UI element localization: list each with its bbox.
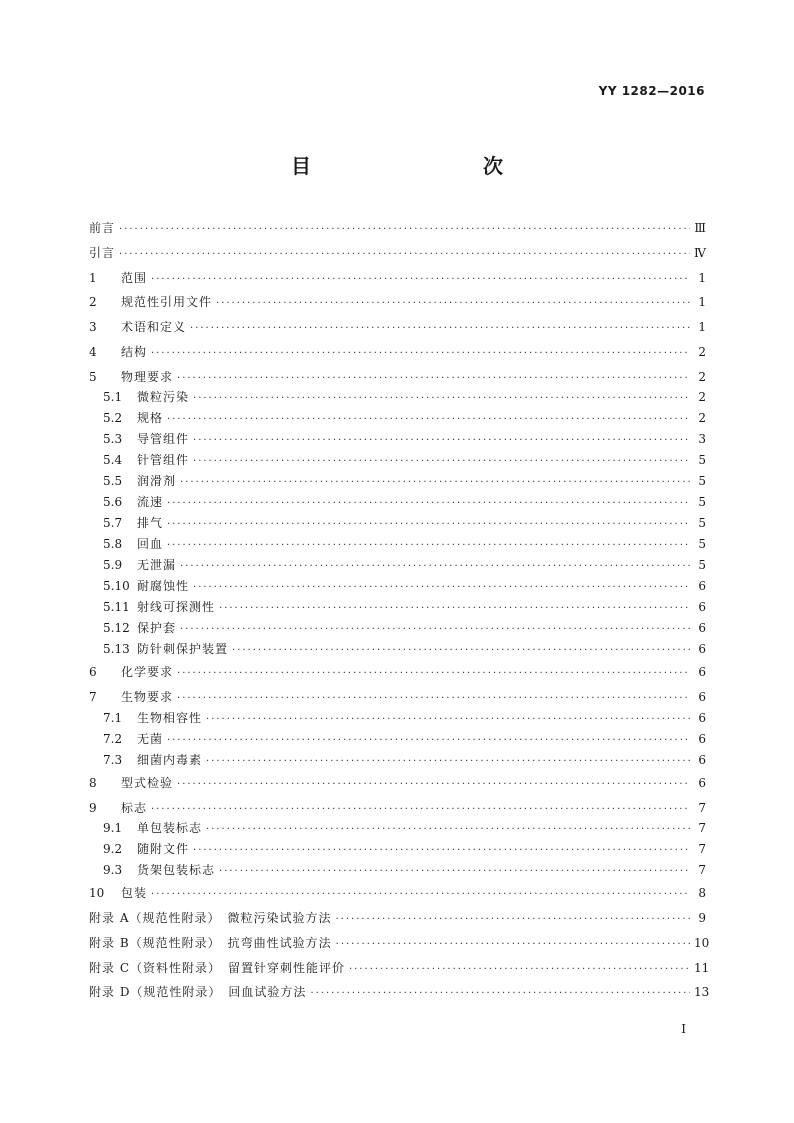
toc-label: 附录 C（资料性附录） 留置针穿刺性能评价 [89,960,345,975]
leader-dots [219,601,690,617]
leader-dots [336,937,690,953]
toc-number: 9.3 [103,863,123,878]
toc-label: 规范性引用文件 [121,295,213,310]
toc-label: 微粒污染 [137,390,190,405]
toc-label: 结构 [121,344,148,359]
leader-dots [167,538,690,554]
toc-label: 防针刺保护装置 [137,642,229,657]
toc-entry-5-4[interactable] [89,452,706,473]
toc-page: 6 [698,642,706,657]
toc-entry-5-13[interactable] [89,641,706,662]
toc-number: 5.8 [103,537,123,552]
toc-entry-3[interactable] [89,317,706,342]
toc-page: 6 [698,665,706,680]
leader-dots [206,712,690,728]
toc-entry-foreword[interactable] [89,218,706,243]
toc-label: 针管组件 [137,453,190,468]
toc-label: 润滑剂 [137,474,177,489]
toc-number: 7.2 [103,731,123,746]
toc-number: 4 [89,344,97,359]
toc-page: 1 [698,270,706,285]
toc-label: 保护套 [137,621,177,636]
leader-dots [167,733,690,749]
toc-entry-5-9[interactable] [89,557,706,578]
toc-page: 1 [698,295,706,310]
toc-page: 6 [698,621,706,636]
toc-label: 随附文件 [137,842,190,857]
toc-page: Ⅳ [694,245,706,260]
toc-label: 前言 [89,221,116,235]
toc-entry-annex-a[interactable] [89,908,706,933]
leader-dots [151,887,690,903]
toc-entry-10[interactable] [89,883,706,908]
toc-entry-5-10[interactable] [89,578,706,599]
toc-entry-9-3[interactable] [89,862,706,883]
leader-dots [177,666,690,682]
leader-dots [190,321,690,337]
toc-entry-7[interactable] [89,687,706,710]
toc-number: 9 [89,800,97,815]
toc-entry-5-1[interactable] [89,389,706,410]
leader-dots [119,247,690,263]
toc-label: 流速 [137,495,164,510]
toc-page: 7 [698,800,706,815]
toc-label: 细菌内毒素 [137,752,203,767]
toc-page: 7 [698,842,706,857]
toc-number: 5.4 [103,453,123,468]
toc-label: 型式检验 [121,775,174,790]
toc-label: 包装 [121,886,148,901]
leader-dots [180,559,690,575]
leader-dots [349,962,690,978]
toc-number: 10 [89,886,105,901]
toc-page: 5 [698,516,706,531]
toc-page: 13 [694,985,710,1000]
toc-label: 标志 [121,800,148,815]
toc-label: 附录 B（规范性附录） 抗弯曲性试验方法 [89,935,332,950]
toc-number: 5.3 [103,432,123,447]
toc-label: 回血 [137,537,164,552]
toc-page: 5 [698,474,706,489]
toc-number: 1 [89,270,97,285]
toc-label: 货架包装标志 [137,863,216,878]
toc-number: 9.2 [103,842,123,857]
leader-dots [206,754,690,770]
toc-entry-5-2[interactable] [89,410,706,431]
toc-page: 5 [698,537,706,552]
toc-page: 6 [698,579,706,594]
toc-label: 附录 A（规范性附录） 微粒污染试验方法 [89,910,332,925]
toc-entry-introduction[interactable] [89,243,706,268]
toc-entry-5-11[interactable] [89,599,706,620]
toc-page: 3 [698,432,706,447]
toc-entry-1[interactable] [89,268,706,293]
toc-entry-9-2[interactable] [89,841,706,862]
toc-entry-annex-c[interactable] [89,958,710,983]
toc-label: 导管组件 [137,432,190,447]
toc-label: 附录 D（规范性附录） 回血试验方法 [89,985,307,1000]
toc-entry-7-2[interactable] [89,731,706,752]
leader-dots [180,475,690,491]
toc-entry-7-3[interactable] [89,752,706,773]
toc-number: 5.12 [103,621,130,636]
toc-number: 5.11 [103,600,130,615]
toc-entry-5-7[interactable] [89,515,706,536]
toc-number: 7.3 [103,752,123,767]
toc-number: 5.2 [103,411,123,426]
toc-page: 6 [698,710,706,725]
toc-page: 1 [698,320,706,335]
toc-page: 6 [698,731,706,746]
leader-dots [206,822,690,838]
leader-dots [177,691,690,707]
toc-page: 6 [698,600,706,615]
leader-dots [193,433,690,449]
standard-code: YY 1282—2016 [598,84,705,98]
leader-dots [193,843,690,859]
toc-entry-5[interactable] [89,367,706,390]
toc-entry-8[interactable] [89,773,706,798]
toc-page: 2 [698,390,706,405]
toc-label: 耐腐蚀性 [137,579,190,594]
leader-dots [167,412,690,428]
toc-number: 5.9 [103,558,123,573]
toc-entry-5-3[interactable] [89,431,706,452]
toc-page: 5 [698,558,706,573]
leader-dots [180,622,690,638]
toc-entry-5-12[interactable] [89,620,706,641]
toc-entry-annex-d[interactable] [89,982,710,1007]
toc-page: 5 [698,453,706,468]
toc-label: 生物要求 [121,690,174,705]
leader-dots [216,296,690,312]
toc-entry-5-8[interactable] [89,536,706,557]
toc-entry-5-6[interactable] [89,494,706,515]
toc-page: 10 [694,935,710,950]
leader-dots [193,454,690,470]
toc-page: 11 [694,960,710,975]
leader-dots [151,802,690,818]
toc-number: 5.10 [103,579,130,594]
toc-number: 7.1 [103,710,123,725]
toc-number: 6 [89,665,97,680]
toc-label: 生物相容性 [137,710,203,725]
toc-label: 射线可探测性 [137,600,216,615]
toc-number: 9.1 [103,821,123,836]
toc-number: 7 [89,690,97,705]
toc-page: 9 [698,910,706,925]
toc-page: 6 [698,775,706,790]
leader-dots [232,643,690,659]
page-folio: Ⅰ [681,1022,686,1036]
toc-entry-4[interactable] [89,342,706,367]
leader-dots [193,580,690,596]
leader-dots [310,986,690,1002]
toc-label: 术语和定义 [121,320,187,335]
toc-page: 2 [698,369,706,384]
toc-label: 排气 [137,516,164,531]
toc-label: 引言 [89,245,116,260]
leader-dots [167,496,690,512]
page-title: 目 次 [291,154,547,178]
toc-number: 5.6 [103,495,123,510]
toc-number: 8 [89,775,97,790]
toc-page: 7 [698,821,706,836]
toc-page: 6 [698,752,706,767]
toc-label: 无泄漏 [137,558,177,573]
toc-entry-6[interactable] [89,662,706,687]
toc-entry-annex-b[interactable] [89,933,710,958]
leader-dots [151,346,690,362]
toc-page: 2 [698,411,706,426]
toc-number: 5.13 [103,642,130,657]
leader-dots [177,371,690,387]
toc-page: 6 [698,690,706,705]
leader-dots [167,517,690,533]
toc-page: 8 [698,886,706,901]
toc-number: 5.1 [103,390,123,405]
toc-page: Ⅲ [694,221,706,235]
toc-entry-9-1[interactable] [89,820,706,841]
toc-entry-7-1[interactable] [89,710,706,731]
toc-entry-5-5[interactable] [89,473,706,494]
toc-label: 单包装标志 [137,821,203,836]
toc-entry-9[interactable] [89,798,706,821]
toc-number: 5.7 [103,516,123,531]
toc-page: 5 [698,495,706,510]
table-of-contents [89,218,710,1007]
leader-dots [177,777,690,793]
toc-number: 3 [89,320,97,335]
toc-label: 物理要求 [121,369,174,384]
toc-page: 7 [698,863,706,878]
toc-label: 无菌 [137,731,164,746]
toc-page: 2 [698,344,706,359]
toc-label: 化学要求 [121,665,174,680]
toc-number: 2 [89,295,97,310]
leader-dots [151,272,690,288]
leader-dots [219,864,690,880]
toc-label: 范围 [121,270,148,285]
leader-dots [335,912,690,928]
toc-number: 5 [89,369,97,384]
toc-entry-2[interactable] [89,292,706,317]
leader-dots [193,391,690,407]
toc-label: 规格 [137,411,164,426]
toc-number: 5.5 [103,474,123,489]
leader-dots [119,222,690,238]
